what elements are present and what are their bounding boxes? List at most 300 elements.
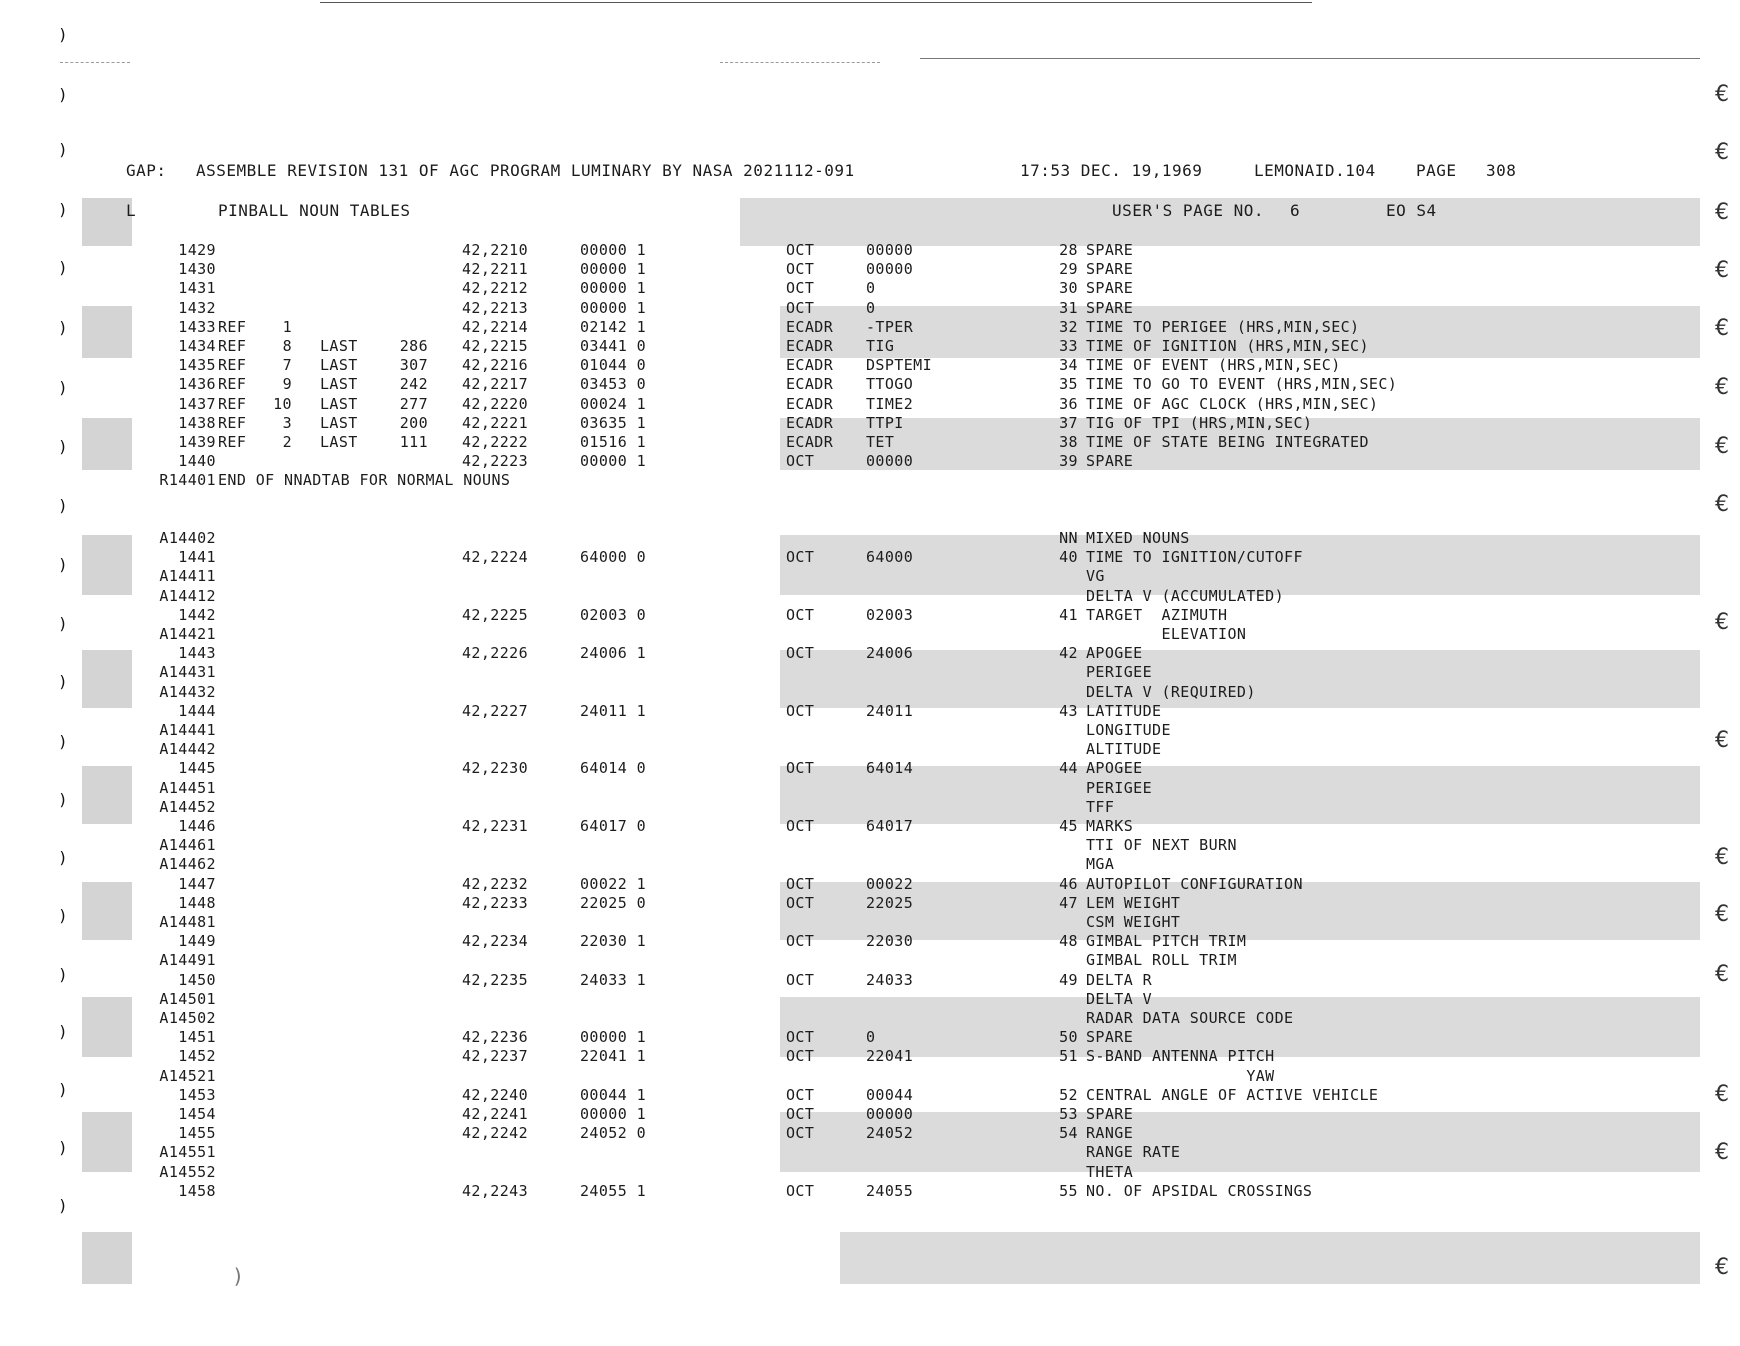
row-operand: 00000 [866,1105,914,1123]
listing-row [0,740,1740,759]
row-comment: SPARE [1086,452,1134,471]
row-line-number: 1431 [178,279,216,298]
tractor-mark-left: ) [58,200,68,219]
row-octal-word: 00000 1 [580,452,647,471]
listing-row [0,855,1740,874]
row-operand: DSPTEMI [866,356,933,375]
row-line-number: 1454 [178,1105,216,1123]
tractor-mark-left: ) [58,1080,68,1099]
listing-row [0,798,1740,817]
row-last-page: 200 [399,413,428,432]
row-line-number: 1451 [178,1028,216,1047]
tractor-mark-left: ) [58,732,68,751]
tractor-mark-left: ) [58,906,68,925]
row-comment: DELTA V [1086,989,1153,1008]
row-comment: PERIGEE [1086,778,1153,797]
subheader-user-page: USER'S PAGE NO. [1112,201,1264,220]
row-operand: 0 [866,298,876,317]
row-octal-word: 00000 1 [580,298,647,317]
row-operand: 64014 [866,759,914,778]
row-noun-number: 37 [1059,413,1078,432]
row-line-number: A14551 [159,1143,216,1162]
row-line-number: 1442 [178,605,216,624]
row-octal-word: 02003 0 [580,605,647,624]
tractor-mark-right: € [1715,258,1729,283]
row-octal-word: 24055 1 [580,1181,647,1200]
row-comment: SPARE [1086,260,1134,279]
tractor-mark-right: € [1715,375,1729,400]
row-ref-count: 9 [282,375,292,394]
row-line-number: 1446 [178,817,216,835]
listing-row [0,721,1740,740]
row-address: 42,2212 [462,279,529,298]
row-comment: TIG OF TPI (HRS,MIN,SEC) [1086,413,1313,432]
row-comment: TIME OF STATE BEING INTEGRATED [1086,433,1369,451]
row-ref-label: REF [218,433,247,451]
row-address: 42,2226 [462,644,529,663]
row-comment: TTI OF NEXT BURN [1086,836,1237,855]
row-comment: SPARE [1086,1105,1134,1123]
row-line-number: 1453 [178,1085,216,1104]
listing-row [0,548,1740,567]
row-address: 42,2235 [462,970,529,989]
row-last-page: 286 [399,337,428,355]
row-comment: LATITUDE [1086,701,1162,720]
row-line-number: A14412 [159,586,216,605]
listing-row [0,356,1740,375]
row-operand: 22025 [866,893,914,912]
row-operand: -TPER [866,317,914,336]
row-address: 42,2234 [462,932,529,951]
row-opcode: ECADR [786,413,834,432]
row-address: 42,2237 [462,1047,529,1066]
listing-row [0,1182,1740,1201]
row-octal-word: 22041 1 [580,1047,647,1066]
row-octal-word: 03453 0 [580,375,647,394]
row-last-page: 242 [399,375,428,394]
tractor-mark-left: ) [58,258,68,277]
listing-row [0,375,1740,394]
row-noun-number: 38 [1059,433,1078,451]
row-operand: 00000 [866,260,914,279]
row-opcode: ECADR [786,375,834,394]
row-line-number: 1447 [178,874,216,893]
row-last-page: 307 [399,356,428,375]
row-ref-count: 1 [282,317,292,336]
row-line-number: A14491 [159,951,216,970]
row-comment: TIME TO GO TO EVENT (HRS,MIN,SEC) [1086,375,1398,394]
row-octal-word: 03441 0 [580,337,647,355]
row-opcode: OCT [786,452,815,471]
row-operand: 0 [866,279,876,298]
row-address: 42,2241 [462,1105,529,1123]
row-comment: TIME OF AGC CLOCK (HRS,MIN,SEC) [1086,394,1379,413]
row-comment: TIME OF EVENT (HRS,MIN,SEC) [1086,356,1341,375]
row-comment: MIXED NOUNS [1086,529,1190,547]
row-octal-word: 01516 1 [580,433,647,451]
tractor-mark-left: ) [58,1196,68,1215]
row-ref-count: 10 [273,394,292,413]
row-comment: DELTA V (ACCUMULATED) [1086,586,1285,605]
row-noun-number: 49 [1059,970,1078,989]
row-last-label: LAST [320,337,358,355]
row-noun-number: 54 [1059,1124,1078,1143]
row-octal-word: 00024 1 [580,394,647,413]
row-opcode: OCT [786,759,815,778]
row-noun-number: 32 [1059,317,1078,336]
row-noun-number: 30 [1059,279,1078,298]
listing-row [0,452,1740,471]
row-ref-count: 8 [282,337,292,355]
tractor-mark-left: ) [58,85,68,104]
tractor-mark-left: ) [58,848,68,867]
row-octal-word: 03635 1 [580,413,647,432]
row-noun-number: 41 [1059,605,1078,624]
tractor-mark-left: ) [58,1138,68,1157]
row-comment: CSM WEIGHT [1086,913,1181,931]
row-comment: SPARE [1086,279,1134,298]
subheader-section: PINBALL NOUN TABLES [218,201,411,220]
row-address: 42,2210 [462,241,529,259]
row-line-number: A14481 [159,913,216,931]
row-line-number: 1429 [178,241,216,259]
row-octal-word: 64017 0 [580,817,647,835]
row-octal-word: 24052 0 [580,1124,647,1143]
tractor-mark-left: ) [58,555,68,574]
row-noun-number: 43 [1059,701,1078,720]
row-octal-word: 22030 1 [580,932,647,951]
row-line-number: 1440 [178,452,216,471]
row-comment: TIME TO PERIGEE (HRS,MIN,SEC) [1086,317,1360,336]
row-operand: 02003 [866,605,914,624]
row-comment: LONGITUDE [1086,721,1171,739]
row-address: 42,2211 [462,260,529,279]
row-octal-word: 24006 1 [580,644,647,663]
row-line-number: A14421 [159,625,216,643]
listing-row [0,318,1740,337]
row-address: 42,2213 [462,298,529,317]
row-operand: 24011 [866,701,914,720]
row-line-number: 1450 [178,970,216,989]
tractor-mark-right: € [1715,902,1729,927]
tractor-mark-left: ) [58,965,68,984]
listing-row [0,471,1740,490]
row-octal-word: 00022 1 [580,874,647,893]
row-ref-label: REF [218,413,247,432]
listing-row [0,1047,1740,1066]
listing-row [0,1009,1740,1028]
row-noun-number: 48 [1059,932,1078,951]
tractor-mark-right: € [1715,1255,1729,1280]
row-comment: TIME OF IGNITION (HRS,MIN,SEC) [1086,337,1369,355]
row-comment: TFF [1086,797,1115,816]
row-comment: DELTA R [1086,970,1153,989]
listing-row [0,433,1740,452]
row-address: 42,2216 [462,356,529,375]
header-job: LEMONAID.104 [1254,161,1376,180]
row-line-number: A14521 [159,1066,216,1085]
row-operand: 24033 [866,970,914,989]
row-line-number: 1458 [178,1181,216,1200]
subheader-l: L [126,201,137,220]
row-comment: ELEVATION [1086,625,1247,643]
row-octal-word: 01044 0 [580,356,647,375]
header-page-label: PAGE [1416,161,1457,180]
row-comment: RANGE RATE [1086,1143,1181,1162]
margin-smudge [82,198,132,246]
row-noun-number: 42 [1059,644,1078,663]
tractor-mark-right: € [1715,845,1729,870]
listing-row [0,817,1740,836]
listing-row [0,1124,1740,1143]
row-line-number: A14461 [159,836,216,855]
row-last-label: LAST [320,433,358,451]
row-noun-number: 47 [1059,893,1078,912]
row-comment: SPARE [1086,1028,1134,1047]
tractor-mark-left: ) [58,25,68,44]
listing-row [0,644,1740,663]
row-address: 42,2225 [462,605,529,624]
row-comment: SPARE [1086,298,1134,317]
row-noun-number: 44 [1059,759,1078,778]
listing-row [0,1143,1740,1162]
row-ref-label: REF [218,317,247,336]
row-octal-word: 00000 1 [580,260,647,279]
row-octal-word: 00000 1 [580,1028,647,1047]
row-address: 42,2223 [462,452,529,471]
row-line-number: A14502 [159,1009,216,1027]
header-time: 17:53 DEC. 19,1969 [1020,161,1203,180]
row-opcode: OCT [786,548,815,567]
row-opcode: OCT [786,605,815,624]
row-noun-number: 50 [1059,1028,1078,1047]
tractor-mark-right: € [1715,200,1729,225]
row-octal-word: 24011 1 [580,701,647,720]
row-last-label: LAST [320,413,358,432]
tractor-mark-left: ) [58,496,68,515]
row-operand: 00022 [866,874,914,893]
row-line-number: 1452 [178,1047,216,1066]
row-noun-number: 55 [1059,1181,1078,1200]
row-address: 42,2222 [462,433,529,451]
row-ref-label: REF [218,375,247,394]
row-last-label: LAST [320,375,358,394]
row-line-number: A14462 [159,855,216,874]
row-line-number: 1441 [178,548,216,567]
row-line-number: 1443 [178,644,216,663]
listing-row [0,279,1740,298]
row-noun-number: 53 [1059,1105,1078,1123]
row-line-number: 1434 [178,337,216,355]
row-comment: APOGEE [1086,644,1143,663]
row-address: 42,2217 [462,375,529,394]
listing-row [0,663,1740,682]
row-octal-word: 00000 1 [580,279,647,298]
listing-row [0,932,1740,951]
row-noun-number: 52 [1059,1085,1078,1104]
row-ref-label: REF [218,356,247,375]
row-comment: THETA [1086,1162,1134,1181]
listing-row [0,913,1740,932]
row-operand: 22041 [866,1047,914,1066]
row-address: 42,2232 [462,874,529,893]
row-opcode: ECADR [786,317,834,336]
row-operand: 0 [866,1028,876,1047]
tractor-mark-left: ) [58,318,68,337]
row-noun-number: NN [1059,529,1078,547]
row-operand: TIME2 [866,394,914,413]
listing-row [0,241,1740,260]
row-line-number: A14501 [159,989,216,1008]
row-address: 42,2221 [462,413,529,432]
row-address: 42,2231 [462,817,529,835]
row-opcode: OCT [786,932,815,951]
listing-row [0,683,1740,702]
row-opcode: OCT [786,701,815,720]
listing-row [0,894,1740,913]
row-line-number: 1430 [178,260,216,279]
row-line-number: 1438 [178,413,216,432]
row-address: 42,2230 [462,759,529,778]
row-line-number: 1449 [178,932,216,951]
row-last-label: LAST [320,394,358,413]
listing-row [0,260,1740,279]
row-comment: TIME TO IGNITION/CUTOFF [1086,548,1303,567]
row-ref-count: 7 [282,356,292,375]
row-octal-word: 00000 1 [580,1105,647,1123]
row-comment: PERIGEE [1086,663,1153,682]
row-line-number: A14402 [159,529,216,547]
row-comment: MGA [1086,855,1115,874]
row-line-number: 1455 [178,1124,216,1143]
row-opcode: OCT [786,260,815,279]
row-opcode: OCT [786,1181,815,1200]
listing-row [0,1086,1740,1105]
greenbar-band [840,1232,1700,1284]
tractor-mark-left: ) [58,672,68,691]
listing-row [0,1028,1740,1047]
row-opcode: OCT [786,1047,815,1066]
row-operand: 24055 [866,1181,914,1200]
listing-row [0,299,1740,318]
listing-row [0,990,1740,1009]
row-noun-number: 31 [1059,298,1078,317]
row-line-number: A14431 [159,663,216,682]
tractor-mark-left: ) [58,140,68,159]
row-noun-number: 34 [1059,356,1078,375]
row-operand: 00044 [866,1085,914,1104]
subheader-eo: EO S4 [1386,201,1437,220]
row-operand: 24052 [866,1124,914,1143]
margin-smudge [82,1232,132,1284]
row-noun-number: 29 [1059,260,1078,279]
listing-row [0,625,1740,644]
row-opcode: OCT [786,644,815,663]
listing-row [0,702,1740,721]
row-opcode: OCT [786,970,815,989]
row-noun-number: 36 [1059,394,1078,413]
row-comment: NO. OF APSIDAL CROSSINGS [1086,1181,1313,1200]
listing-row [0,567,1740,586]
row-comment: APOGEE [1086,759,1143,778]
row-line-number: 1432 [178,298,216,317]
row-line-number: 1439 [178,433,216,451]
row-line-number: A14442 [159,740,216,759]
row-opcode: OCT [786,817,815,835]
row-comment: GIMBAL ROLL TRIM [1086,951,1237,970]
row-noun-number: 51 [1059,1047,1078,1066]
listing-row [0,1163,1740,1182]
listing-row [0,529,1740,548]
row-noun-number: 45 [1059,817,1078,835]
row-comment: LEM WEIGHT [1086,893,1181,912]
tractor-mark-right: € [1715,492,1729,517]
tractor-mark-left: ) [58,1022,68,1041]
row-address: 42,2243 [462,1181,529,1200]
row-address: 42,2240 [462,1085,529,1104]
listing-row [0,337,1740,356]
row-opcode: ECADR [786,337,834,355]
row-octal-word: 64000 0 [580,548,647,567]
listing-row [0,510,1740,529]
listing-row [0,587,1740,606]
listing-row [0,759,1740,778]
row-line-number: A14432 [159,682,216,701]
row-opcode: OCT [786,298,815,317]
row-opcode: OCT [786,241,815,259]
scan-artifact-line [720,62,880,64]
row-line-number: A14441 [159,721,216,739]
listing-row [0,414,1740,433]
listing-row [0,779,1740,798]
tractor-mark-right: € [1715,1140,1729,1165]
row-ref-count: 3 [282,413,292,432]
row-opcode: OCT [786,893,815,912]
row-opcode: OCT [786,1028,815,1047]
row-comment: RANGE [1086,1124,1134,1143]
row-address: 42,2224 [462,548,529,567]
row-comment: TARGET AZIMUTH [1086,605,1228,624]
row-line-number: A14552 [159,1162,216,1181]
row-comment: SPARE [1086,241,1134,259]
row-operand: TIG [866,337,895,355]
row-operand: TTPI [866,413,904,432]
row-ref-label: END OF NNADTAB FOR NORMAL NOUNS [218,471,511,490]
row-comment: YAW [1086,1066,1275,1085]
listing-row [0,971,1740,990]
row-address: 42,2242 [462,1124,529,1143]
listing-row [0,1105,1740,1124]
row-operand: 24006 [866,644,914,663]
row-line-number: 1435 [178,356,216,375]
row-operand: 22030 [866,932,914,951]
row-address: 42,2236 [462,1028,529,1047]
tractor-mark-left: ) [58,378,68,397]
row-line-number: A14452 [159,797,216,816]
row-operand: TET [866,433,895,451]
row-address: 42,2233 [462,893,529,912]
listing-row [0,1067,1740,1086]
row-line-number: 1433 [178,317,216,336]
listing-row [0,491,1740,510]
row-opcode: OCT [786,874,815,893]
row-comment: S-BAND ANTENNA PITCH [1086,1047,1275,1066]
row-noun-number: 46 [1059,874,1078,893]
tractor-mark-left: ) [58,790,68,809]
listing-row [0,395,1740,414]
scan-artifact-mark: ) [232,1264,245,1288]
row-comment: RADAR DATA SOURCE CODE [1086,1009,1294,1027]
